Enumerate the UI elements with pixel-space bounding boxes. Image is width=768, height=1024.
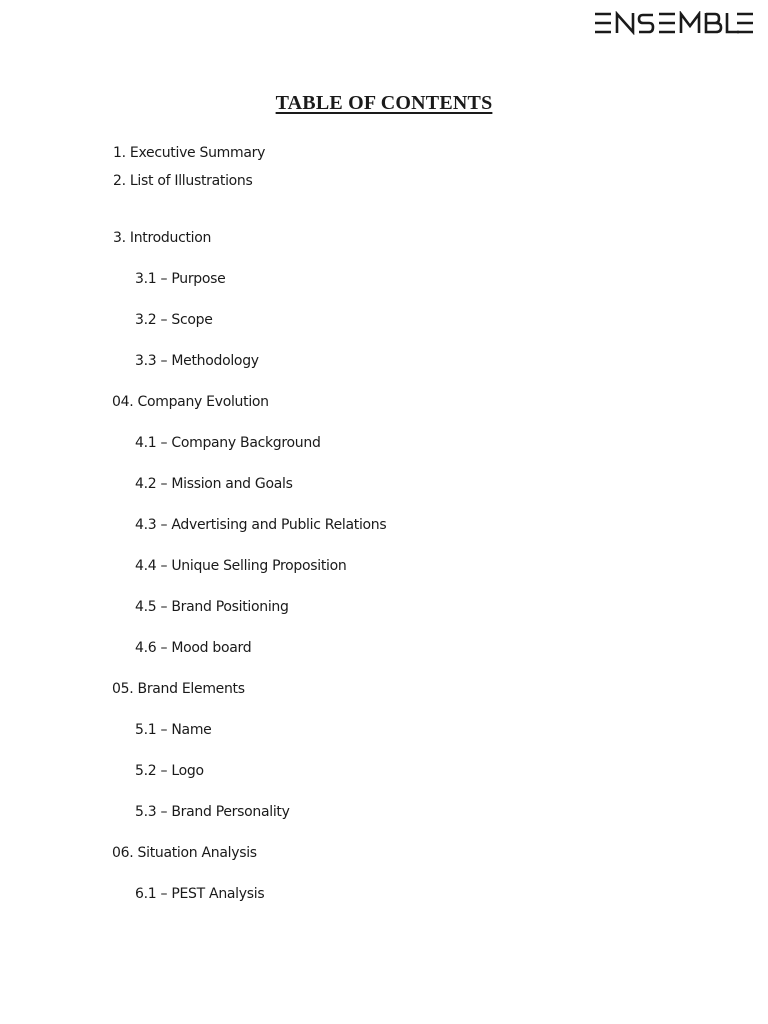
toc-entry-list-of-illustrations: 2. List of Illustrations (113, 173, 253, 189)
toc-entry-scope: 3.2 – Scope (135, 312, 213, 328)
toc-entry-brand-positioning: 4.5 – Brand Positioning (135, 599, 289, 615)
toc-entry-company-evolution: 04. Company Evolution (112, 394, 269, 410)
toc-entry-situation-analysis: 06. Situation Analysis (112, 845, 257, 861)
toc-entry-mission-and-goals: 4.2 – Mission and Goals (135, 476, 293, 492)
toc-entry-advertising-pr: 4.3 – Advertising and Public Relations (135, 517, 387, 533)
toc-entry-mood-board: 4.6 – Mood board (135, 640, 252, 656)
toc-entry-pest-analysis: 6.1 – PEST Analysis (135, 886, 265, 902)
toc-entry-name: 5.1 – Name (135, 722, 212, 738)
toc-entry-executive-summary: 1. Executive Summary (113, 145, 266, 161)
page-title: TABLE OF CONTENTS (275, 92, 493, 114)
toc-entry-brand-personality: 5.3 – Brand Personality (135, 804, 290, 820)
toc-entry-methodology: 3.3 – Methodology (135, 353, 259, 369)
toc-entry-brand-elements: 05. Brand Elements (112, 681, 245, 697)
ensemble-logo (593, 11, 755, 37)
toc-entry-usp: 4.4 – Unique Selling Proposition (135, 558, 347, 574)
toc-entry-company-background: 4.1 – Company Background (135, 435, 321, 451)
toc-entry-purpose: 3.1 – Purpose (135, 271, 226, 287)
toc-entry-logo: 5.2 – Logo (135, 763, 204, 779)
toc-entry-introduction: 3. Introduction (113, 230, 212, 246)
